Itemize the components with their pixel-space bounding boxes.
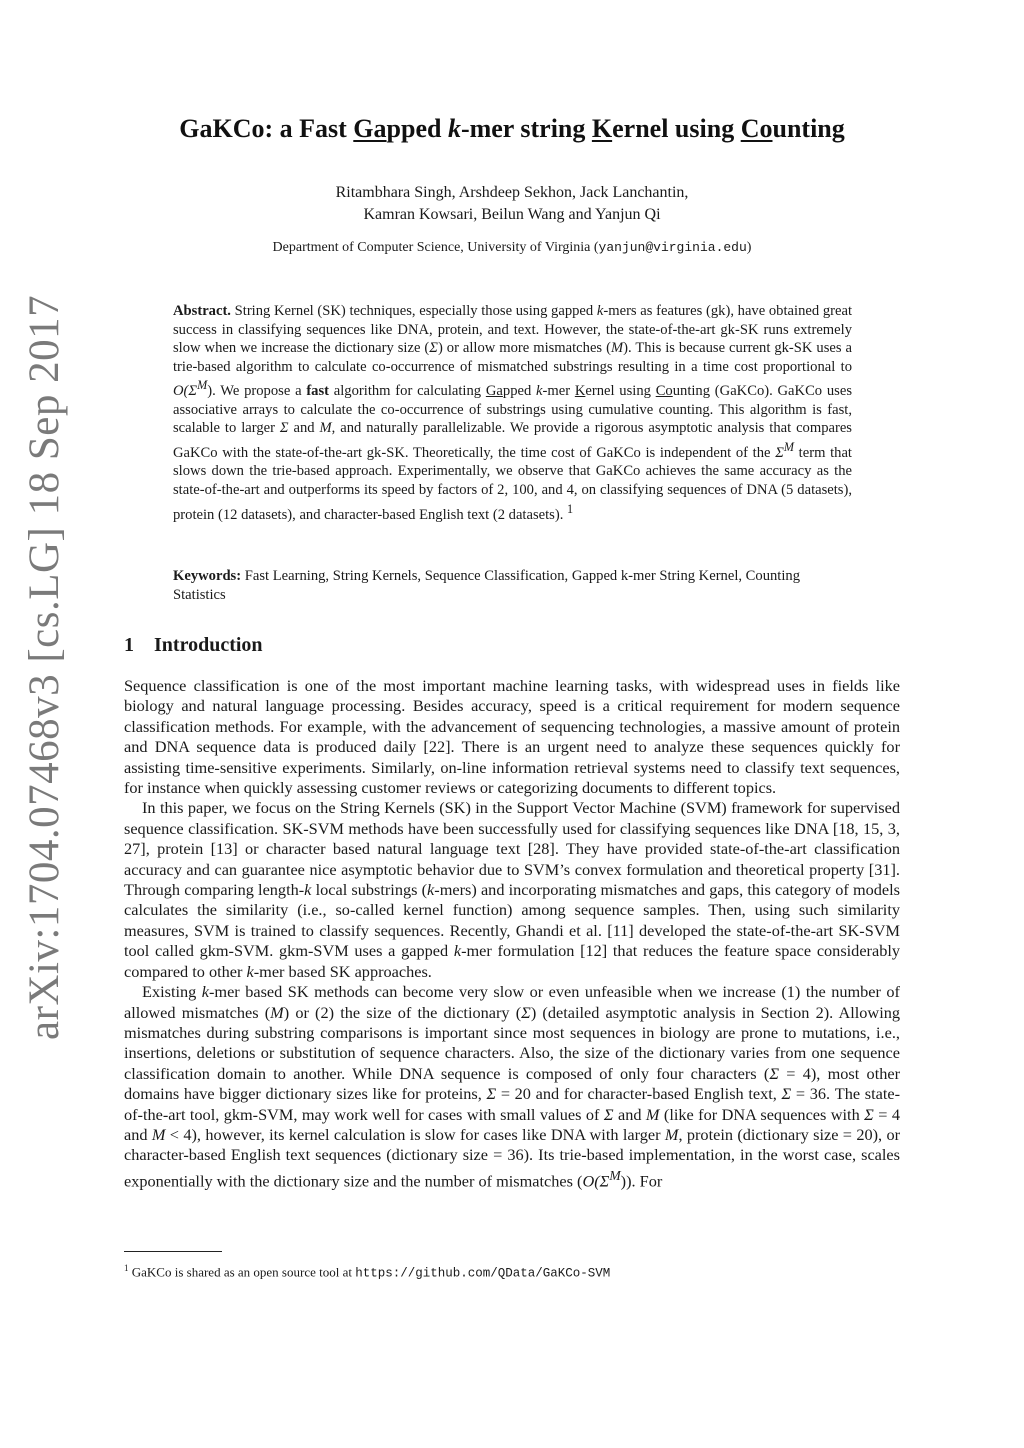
keywords: Keywords: Fast Learning, String Kernels, Sequence Classification, Gapped k-mer String Kernel, Counting Statistics: [173, 568, 801, 603]
section-number: 1: [124, 634, 134, 656]
footnote-mark: 1: [124, 1263, 129, 1273]
github-link[interactable]: https://github.com/QData/GaKCo-SVM: [355, 1266, 611, 1281]
author-email: yanjun@virginia.edu: [598, 240, 747, 255]
introduction-body: [124, 676, 900, 1192]
arxiv-identifier: arXiv:1704.07468v3 [cs.LG] 18 Sep 2017: [21, 294, 68, 1040]
footnote-ref: 1: [567, 501, 574, 516]
footnote-divider: [124, 1251, 222, 1252]
paragraph: In this paper, we focus on the String Kernels (SK) in the Support Vector Machine (SVM) framework for supervised sequence classification. SK-SVM methods have been successfully used for classifying sequences like DNA [18, 15, 3, 27], protein [13] or character based natural language text [28]. They have provided state-of-the-art classification accuracy and can guarantee nice asymptotic behavior due to SVM’s convex formulation and theoretical property [31]. Through comparing length-k local substrings (k-mers) and incorporating mismatches and gaps, this category of models calculates the similarity (i.e., so-called kernel function) among sequence samples. Then, using such similarity measures, SVM is trained to classify sequences. Recently, Ghandi et al. [11] developed the state-of-the-art SK-SVM tool called gkm-SVM. gkm-SVM uses a gapped k-mer formulation [12] that reduces the feature space considerably compared to other k-mer based SK approaches.: [124, 798, 901, 981]
author-list: [200, 182, 824, 226]
paragraph: Existing k-mer based SK methods can become very slow or even unfeasible when we increase (1) the number of allowed mismatches (M) or (2) the size of the dictionary (Σ) (detailed asymptotic analysis in Section 2). Allowing mismatches during substring comparisons is important since most sequences in biology are prone to mutations, i.e., insertions, deletions or substitution of sequence characters. Also, the size of the dictionary varies from one sequence classification domain to another. While DNA sequence is composed of only four characters (Σ = 4), most other domains have bigger dictionary sizes like for proteins, Σ = 20 and for character-based English text, Σ = 36. The state-of-the-art tool, gkm-SVM, may work well for cases with small values of Σ and M (like for DNA sequences with Σ = 4 and M < 4), however, its kernel calculation is slow for cases like DNA with larger M, protein (dictionary size = 20), or character-based English text sequences (dictionary size = 36). Its trie-based implementation, in the worst case, scales exponentially with the dictionary size and the number of mismatches $(O(\Sigma^M))$. For: [124, 982, 901, 1191]
abstract: Abstract. String Kernel (SK) techniques, especially those using gapped k-mers as features (gk), have obtained great success in classifying sequences like DNA, protein, and text. However, the state-of-the-art gk-SK runs extremely slow when we increase the dictionary size (Σ) or allow more mismatches (M). This is because current gk-SK uses a trie-based algorithm to calculate co-occurrence of mismatched substrings resulting in a time cost proportional to $O(\Sigma^M)$. We propose a fast algorithm for calculating Gapped k-mer Kernel using Counting (GaKCo). GaKCo uses associative arrays to calculate the co-occurrence of substrings using cumulative counting. This algorithm is fast, scalable to larger Σ and M, and naturally parallelizable. We provide a rigorous asymptotic analysis that compares GaKCo with the state-of-the-art gk-SK. Theoretically, the time cost of GaKCo is independent of the $\Sigma^M$ term that slows down the trie-based approach. Experimentally, we observe that GaKCo achieves the same accuracy as the state-of-the-art and outperforms its speed by factors of 2, 100, and 4, on classifying sequences of DNA (5 datasets), protein (12 datasets), and character-based English text (2 datasets). $^1$: [173, 303, 852, 523]
paper-title: GaKCo: a Fast Gapped k-mer string Kernel using Counting: [179, 114, 845, 143]
author-line-2: Kamran Kowsari, Beilun Wang and Yanjun Qi: [363, 206, 661, 223]
paragraph: Sequence classification is one of the most important machine learning tasks, with widespread uses in fields like biology and natural language processing. Besides accuracy, speed is a critical requirement for modern sequence classification methods. For example, with the advancement of sequencing technologies, a massive amount of protein and DNA sequence data is produced daily [22]. There is an urgent need to analyze these sequences quickly for assisting time-sensitive experiments. Similarly, on-line information retrieval systems need to classify text sequences, for instance when quickly assessing customer reviews or categorizing documents to different topics.: [124, 676, 900, 798]
affiliation: Department of Computer Science, University of Virginia (yanjun@virginia.edu): [272, 240, 752, 255]
abstract-label: Abstract.: [173, 303, 231, 319]
section-heading-introduction: [124, 634, 263, 657]
section-title: Introduction: [154, 634, 263, 656]
keywords-label: Keywords:: [173, 568, 242, 584]
footnote: $^1$ GaKCo is shared as an open source tool at https://github.com/QData/GaKCo-SVM: [124, 1263, 611, 1281]
author-line-1: Ritambhara Singh, Arshdeep Sekhon, Jack Lanchantin,: [335, 184, 689, 201]
